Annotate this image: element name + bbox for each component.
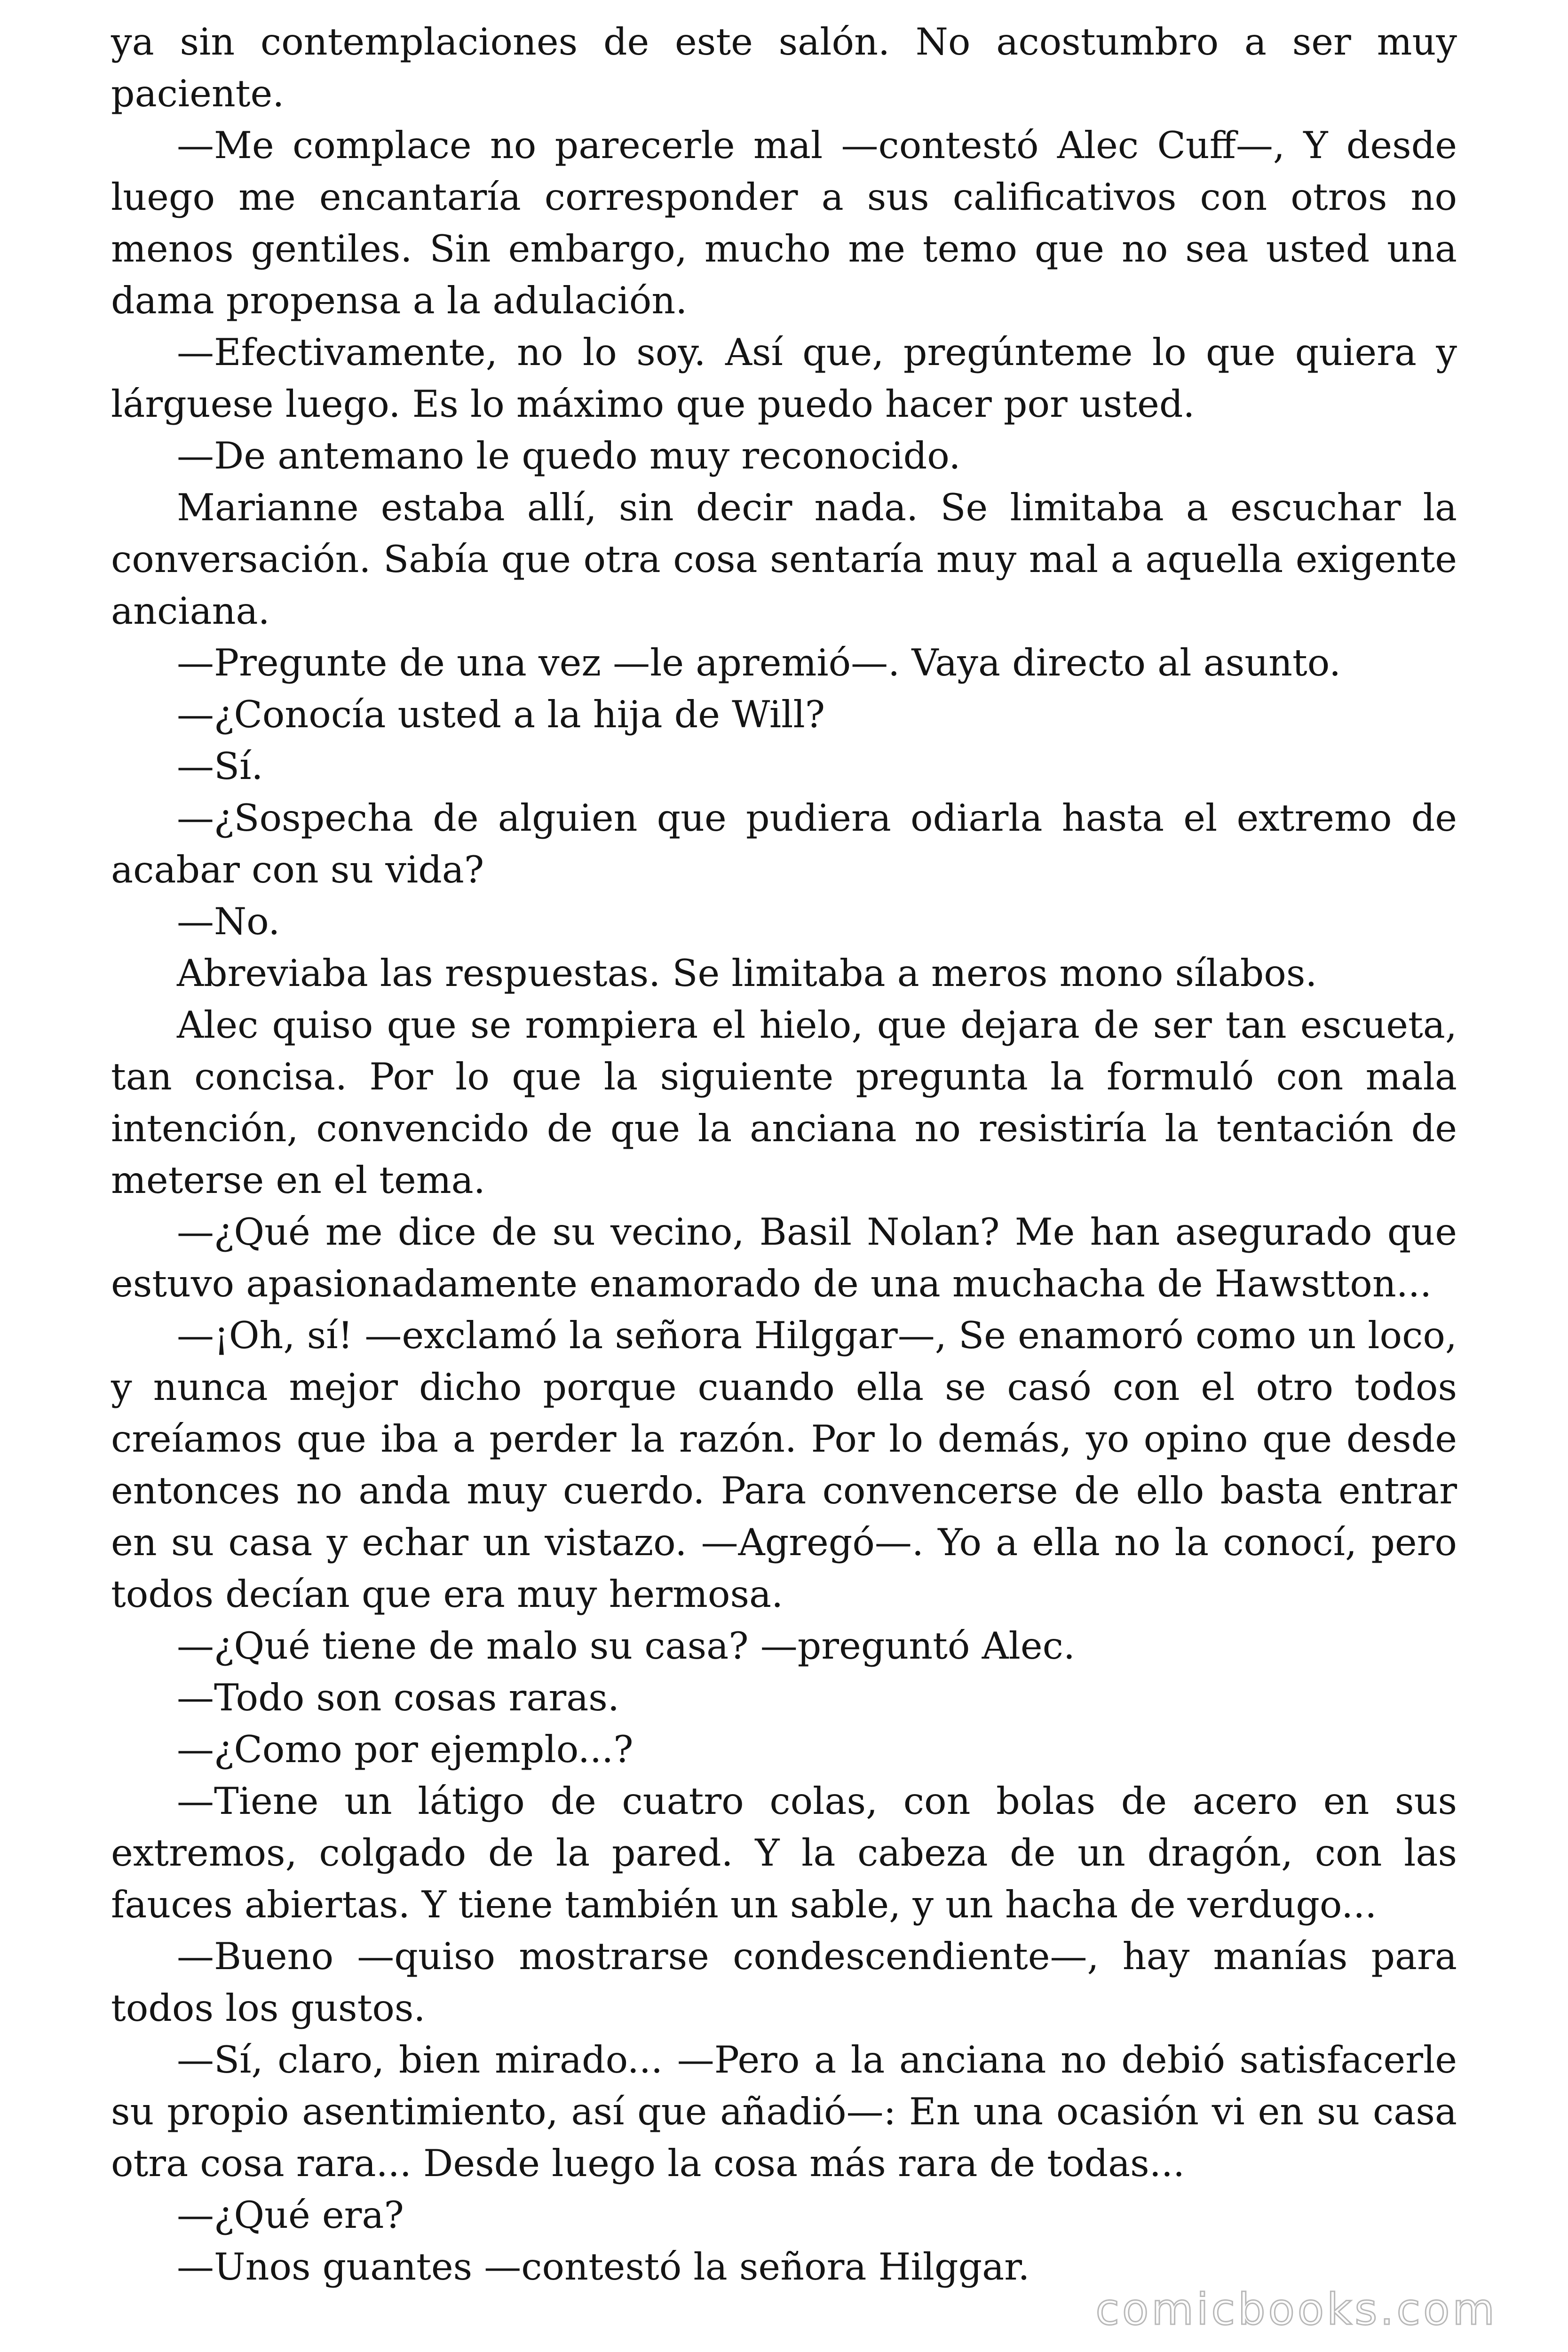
paragraph: —¡Oh, sí! —exclamó la señora Hilggar—, Se enamoró como un loco, y nunca mejor dicho porque cuando ella se casó con el otro todos creíamos que iba a perder la razón. Por lo demás, yo opino que desde entonces no anda muy cuerdo. Para convencerse de ello basta entrar en su casa y echar un vistazo. —Agregó—. Yo a ella no la conocí, pero todos decían que era muy hermosa. (111, 1314, 1457, 1616)
paragraph: —Bueno —quiso mostrarse condescendiente—, hay manías para todos los gustos. (111, 1935, 1457, 2030)
paragraph: —Sí, claro, bien mirado... —Pero a la anciana no debió satisfacerle su propio asentimiento, así que añadió—: En una ocasión vi en su casa otra cosa rara... Desde luego la cosa más rara de todas... (111, 2038, 1457, 2185)
paragraph: —¿Qué era? (177, 2193, 404, 2237)
paragraph: —De antemano le quedo muy reconocido. (177, 434, 961, 477)
paragraph: —Efectivamente, no lo soy. Así que, pregúnteme lo que quiera y lárguese luego. Es lo máximo que puedo hacer por usted. (111, 331, 1457, 426)
paragraph: Marianne estaba allí, sin decir nada. Se limitaba a escuchar la conversación. Sabía que otra cosa sentaría muy mal a aquella exigente anciana. (111, 486, 1457, 633)
paragraph: —Todo son cosas raras. (177, 1676, 619, 1719)
paragraph: —¿Qué me dice de su vecino, Basil Nolan? Me han asegurado que estuvo apasionadamente enamorado de una muchacha de Hawstton... (111, 1210, 1457, 1305)
paragraph: —No. (177, 900, 280, 943)
paragraph: —¿Qué tiene de malo su casa? —preguntó Alec. (177, 1624, 1076, 1668)
paragraph: ya sin contemplaciones de este salón. No acostumbro a ser muy paciente. (111, 20, 1457, 115)
watermark: comicbooks.com (1095, 2284, 1497, 2335)
paragraph: —Sí. (177, 745, 263, 788)
paragraph: —Tiene un látigo de cuatro colas, con bolas de acero en sus extremos, colgado de la pared. Y la cabeza de un dragón, con las fauces abiertas. Y tiene también un sable, y un hacha de verdugo... (111, 1780, 1457, 1926)
paragraph: —¿Conocía usted a la hija de Will? (177, 693, 825, 736)
paragraph: —Me complace no parecerle mal —contestó Alec Cuff—, Y desde luego me encantaría corresponder a sus calificativos con otros no menos gentiles. Sin embargo, mucho me temo que no sea usted una dama propensa a la adulación. (111, 124, 1457, 322)
paragraph: —¿Sospecha de alguien que pudiera odiarla hasta el extremo de acabar con su vida? (111, 796, 1457, 891)
paragraph: Alec quiso que se rompiera el hielo, que dejara de ser tan escueta, tan concisa. Por lo que la siguiente pregunta la formuló con mala intención, convencido de que la anciana no resistiría la tentación de meterse en el tema. (111, 1003, 1457, 1202)
paragraph: —Pregunte de una vez —le apremió—. Vaya directo al asunto. (177, 641, 1341, 684)
paragraph: Abreviaba las respuestas. Se limitaba a meros mono sílabos. (177, 952, 1317, 995)
paragraph: —¿Como por ejemplo...? (177, 1728, 634, 1771)
book-page-text (111, 16, 1457, 2293)
paragraph: —Unos guantes —contestó la señora Hilggar. (177, 2245, 1030, 2288)
